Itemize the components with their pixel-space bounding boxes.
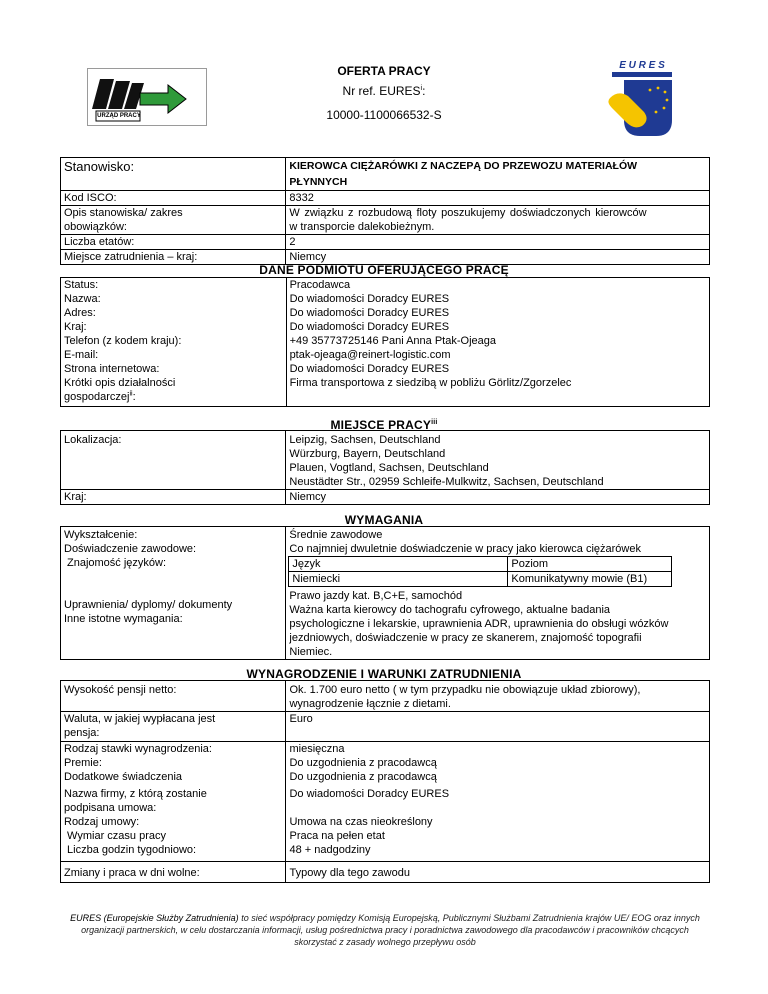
location-item: Leipzig, Sachsen, Deutschland — [289, 434, 441, 446]
requirements-labels: Wykształcenie: Doświadczenie zawodowe: Znajomość języków: Uprawnienia/ dyplomy/ dokumenty Inne istotne wymagania: — [61, 527, 286, 660]
offer-title: OFERTA PRACY — [337, 64, 431, 78]
isco-label: Kod ISCO: — [61, 191, 286, 206]
employer-status: Pracodawca — [289, 279, 351, 291]
employer-values — [286, 278, 709, 407]
kraj-value: Niemcy — [286, 490, 710, 505]
employer-country: Do wiadomości Doradcy EURES — [289, 321, 450, 333]
urzad-pracy-logo — [87, 68, 207, 126]
stawka-values: miesięczna Do uzgodnienia z pracodawcą Do uzgodnienia z pracodawcą Do wiadomości Doradcy EURES Umowa na czas nieokreślony Praca na pełen etat 48 + nadgodziny — [286, 742, 710, 862]
zmiany-label: Zmiany i praca w dni wolne: — [61, 862, 286, 883]
zmiany-value: Typowy dla tego zawodu — [286, 862, 710, 883]
stanowisko-value: KIEROWCA CIĘŻARÓWKI Z NACZEPĄ DO PRZEWOZU MATERIAŁÓW PŁYNNYCH — [286, 158, 710, 191]
miejsce-value: Niemcy — [286, 250, 710, 265]
workplace-table — [60, 430, 710, 505]
location-item: Würzburg, Bayern, Deutschland — [289, 448, 446, 460]
opis-value: W związku z rozbudową floty poszukujemy doświadczonych kierowców w transporcie dalekobieżnym. — [286, 206, 710, 235]
waluta-value: Euro — [286, 712, 710, 742]
requirements-values: Średnie zawodowe Co najmniej dwuletnie doświadczenie w pracy jako kierowca ciężarówek Język Poziom Niemiecki Komunikatywny mowie (B1) Prawo jazdy kat. B,C+E, samochód Ważna karta kierowcy do tachografu cyfrowego, aktualne badania psychologiczne i lekarskie, uprawnienia ADR, uprawnienia do obsługi wózków jezdniowych, doświadczenie w pracy ze skanerem, znajomość topografii Niemiec. — [286, 527, 710, 660]
kraj-label: Kraj: — [61, 490, 286, 505]
eures-logo-text: E U R E S — [619, 60, 665, 71]
salary-table — [60, 680, 710, 883]
ref-number: 10000-1100066532-S — [326, 108, 442, 122]
urzad-pracy-logo-text: URZĄD PRACY — [97, 113, 141, 119]
ref-label: Nr ref. EURES$^i$: — [342, 84, 426, 98]
languages-table: Język Poziom Niemiecki Komunikatywny mowie (B1) — [288, 556, 672, 587]
position-table — [60, 157, 710, 265]
locations-list — [286, 431, 710, 490]
footer-note: EURES (Europejskie Służby Zatrudnienia) to sieć współpracy pomiędzy Komisją Europejską, Publicznymi Służbami Zatrudnienia krajów UE/ EOG oraz innych organizacji partnerskich, w celu dostarczania informacji, usług pośrednictwa pracy i poradnictwa zawodowego dla pracodawców i pracowników chcących skorzystać z zasady wolnego przepływu osób — [70, 913, 700, 947]
workplace-section-title: MIEJSCE PRACY$^{iii}$ — [330, 418, 438, 432]
employer-description: Firma transportowa z siedzibą w pobliżu Görlitz/Zgorzelec — [289, 377, 572, 389]
employer-email[interactable]: ptak-ojeaga@reinert-logistic.com — [289, 349, 451, 361]
salary-section-title: WYNAGRODZENIE I WARUNKI ZATRUDNIENIA — [246, 667, 522, 681]
isco-value: 8332 — [286, 191, 710, 206]
pensja-value: Ok. 1.700 euro netto ( w tym przypadku nie obowiązuje układ zbiorowy), wynagrodzenie łącznie z dietami. — [286, 681, 710, 712]
etaty-value: 2 — [286, 235, 710, 250]
pensja-label: Wysokość pensji netto: — [61, 681, 286, 712]
employer-website: Do wiadomości Doradcy EURES — [289, 363, 450, 375]
requirements-table — [60, 526, 710, 660]
opis-label: Opis stanowiska/ zakres obowiązków: — [61, 206, 286, 235]
etaty-label: Liczba etatów: — [61, 235, 286, 250]
stawka-labels: Rodzaj stawki wynagrodzenia: Premie: Dodatkowe świadczenia Nazwa firmy, z którą zostanie podpisana umowa: Rodzaj umowy: Wymiar czasu pracy Liczba godzin tygodniowo: — [61, 742, 286, 862]
miejsce-label: Miejsce zatrudnienia – kraj: — [61, 250, 286, 265]
employer-labels: Status: Nazwa: Adres: Kraj: Telefon (z kodem kraju): E-mail: Strona internetowa: Krótki opis działalności gospodarczej$^{ii}$: — [61, 278, 287, 407]
eures-logo — [604, 60, 680, 142]
employer-address: Do wiadomości Doradcy EURES — [289, 307, 450, 319]
employer-phone: +49 35773725146 Pani Anna Ptak-Ojeaga — [289, 335, 496, 347]
employer-table — [60, 277, 710, 407]
location-item: Plauen, Vogtland, Sachsen, Deutschland — [289, 462, 489, 474]
location-item: Neustädter Str., 02959 Schleife-Mulkwitz, Sachsen, Deutschland — [289, 476, 604, 488]
requirements-section-title: WYMAGANIA — [344, 513, 424, 527]
stanowisko-label: Stanowisko: — [61, 158, 286, 191]
lokalizacja-label: Lokalizacja: — [61, 431, 286, 490]
employer-name: Do wiadomości Doradcy EURES — [289, 293, 450, 305]
waluta-label: Waluta, w jakiej wypłacana jest pensja: — [61, 712, 286, 742]
employer-section-title: DANE PODMIOTU OFERUJĄCEGO PRACĘ — [259, 263, 509, 277]
